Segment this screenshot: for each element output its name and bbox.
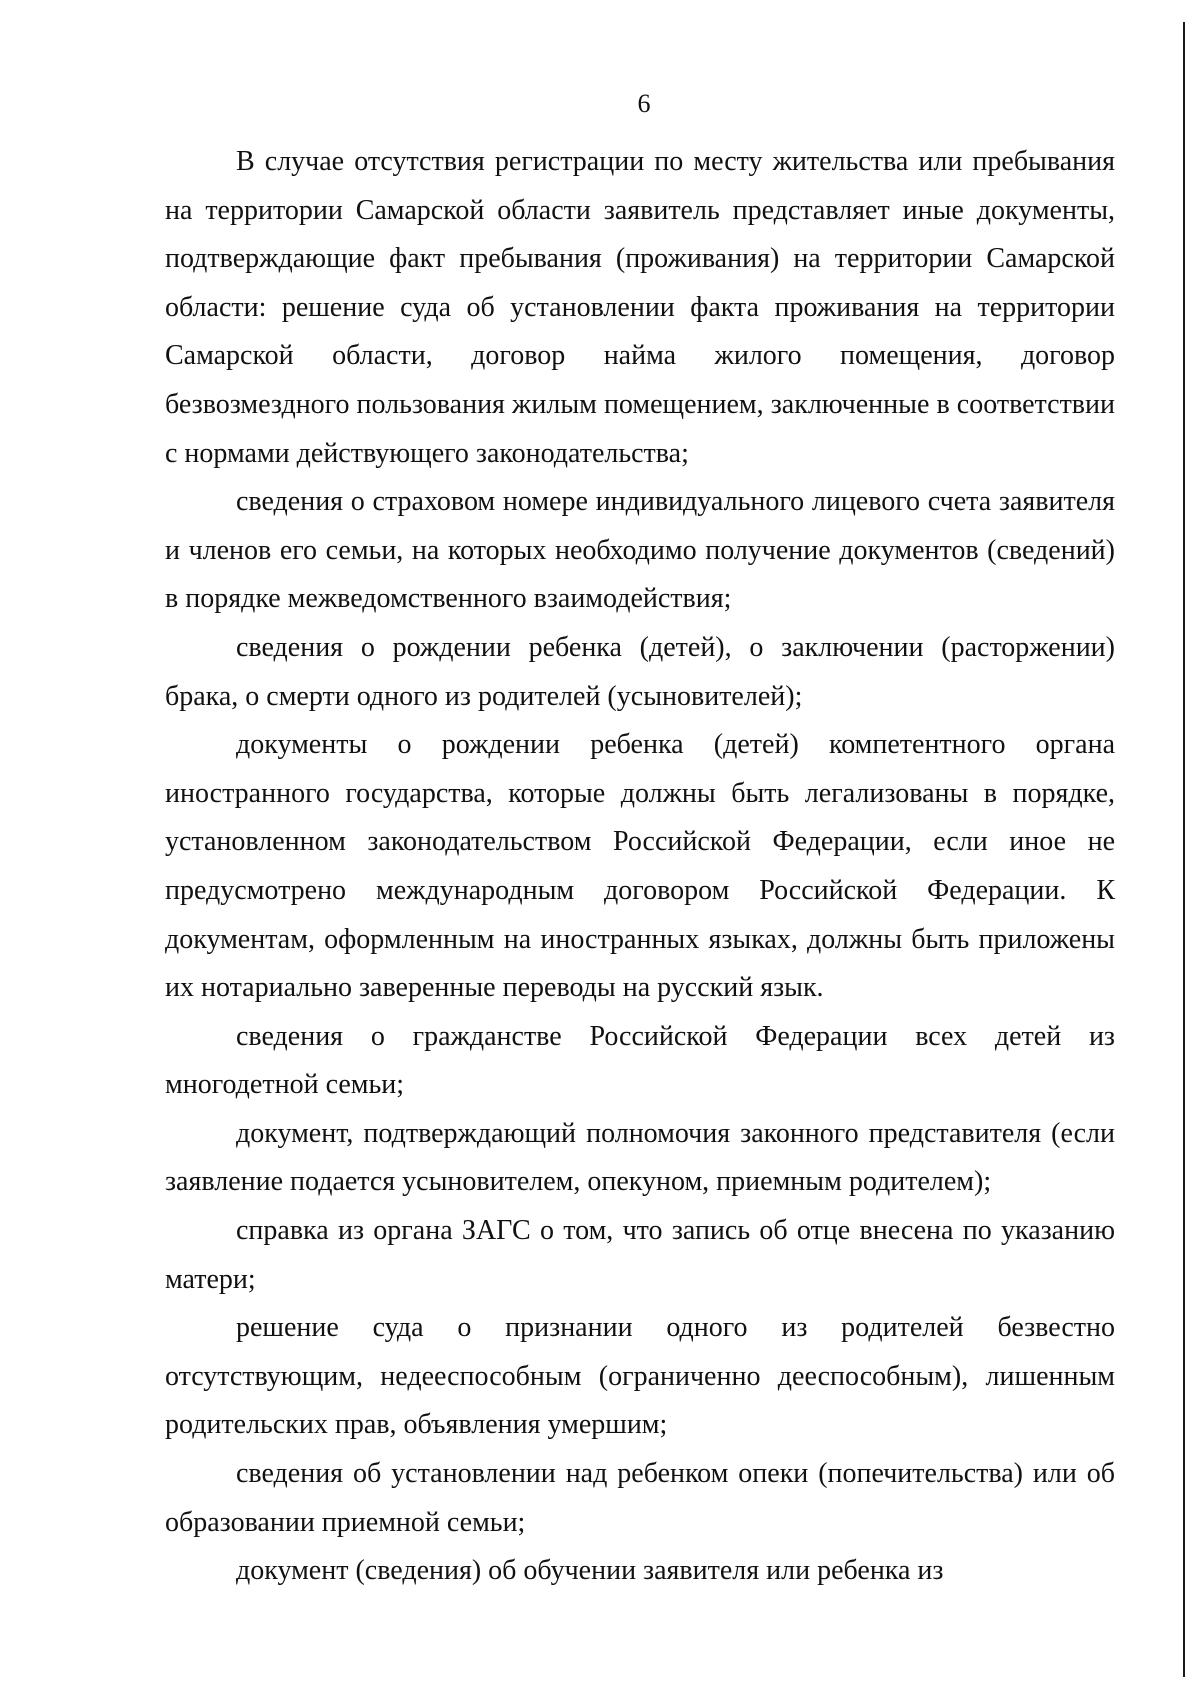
- paragraph-guardianship: сведения об установлении над ребенком опеки (попечительства) или об образовании приемной семьи;: [165, 1458, 1115, 1538]
- paragraph-citizenship: сведения о гражданстве Российской Федерации всех детей из многодетной семьи;: [165, 1020, 1115, 1101]
- page-number: 6: [637, 89, 651, 118]
- document-body: [165, 138, 1115, 1596]
- paragraph-education: документ (сведения) об обучении заявителя или ребенка из: [236, 1555, 944, 1587]
- paragraph-insurance-number: сведения о страховом номере индивидуального лицевого счета заявителя и членов его семьи, на которых необходимо получение документов (сведений) в порядке межведомственного взаимодействия;: [165, 486, 1115, 615]
- paragraph-representative: документ, подтверждающий полномочия законного представителя (если заявление подается усыновителем, опекуном, приемным родителем);: [165, 1117, 1115, 1198]
- paragraph-foreign-documents: документы о рождении ребенка (детей) компетентного органа иностранного государства, которые должны быть легализованы в порядке, установленном законодательством Российской Федерации, если иное не предусмотрено международным договором Российской Федерации. К документам, оформленным на иностранных языках, должны быть приложены их нотариально заверенные переводы на русский язык.: [165, 729, 1115, 1004]
- paragraph-registration: В случае отсутствия регистрации по месту жительства или пребывания на территории Самарской области заявитель представляет иные документы, подтверждающие факт пребывания (проживания) на территории Самарской области: решение суда об установлении факта проживания на территории Самарской области, договор найма жилого помещения, договор безвозмездного пользования жилым помещением, заключенные в соответствии с нормами действующего законодательства;: [165, 146, 1115, 469]
- scan-right-edge-line: [1183, 22, 1185, 1677]
- paragraph-court-decision: решение суда о признании одного из родителей безвестно отсутствующим, недееспособным (ограниченно дееспособным), лишенным родительских прав, объявления умершим;: [165, 1312, 1115, 1441]
- paragraph-zags-certificate: справка из органа ЗАГС о том, что запись об отце внесена по указанию матери;: [165, 1215, 1115, 1295]
- paragraph-birth-marriage: сведения о рождении ребенка (детей), о заключении (расторжении) брака, о смерти одного из родителей (усыновителей);: [165, 631, 1115, 712]
